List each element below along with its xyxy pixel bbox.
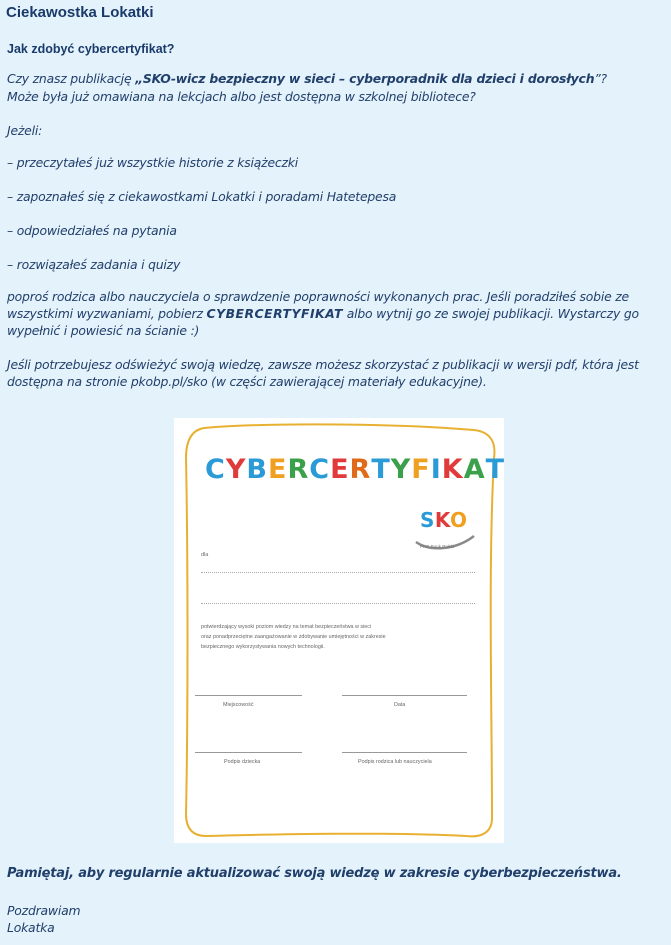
title-letter: A bbox=[463, 454, 486, 485]
title-letter: C bbox=[309, 454, 331, 485]
parent-signature-line bbox=[342, 752, 467, 753]
title-letter: K bbox=[441, 454, 464, 485]
conditions-list bbox=[7, 153, 396, 289]
title-letter: Y bbox=[390, 454, 412, 485]
pdf-info-paragraph: Jeśli potrzebujesz odświeżyć swoją wiedzę, zawsze możesz skorzystać z publikacji w wersji pdf, która jest dostępna na stronie pkobp.pl/sko (w części zawierającej materiały edukacyjne). bbox=[7, 357, 639, 389]
name-line bbox=[201, 572, 475, 573]
place-label: Miejscowość bbox=[223, 702, 254, 708]
list-item: – rozwiązałeś zadania i quizy bbox=[7, 257, 181, 272]
child-signature-line bbox=[195, 752, 302, 753]
list-item: – zapoznałeś się z ciekawostkami Lokatki i poradami Hatetepesa bbox=[7, 189, 397, 204]
title-letter: C bbox=[205, 454, 226, 485]
date-label: Data bbox=[394, 702, 406, 708]
parent-signature-label: Podpis rodzica lub nauczyciela bbox=[358, 759, 432, 765]
place-line bbox=[195, 695, 302, 696]
signature: Lokatka bbox=[7, 920, 55, 935]
title-letter: E bbox=[330, 454, 350, 485]
intro-line1-post: ”? bbox=[594, 71, 607, 86]
instructions-part1: poproś rodzica albo nauczyciela o sprawdzenie poprawności wykonanych prac. Jeśli poradziłeś sobie ze wszystkimi wyzwaniami, pobierz bbox=[7, 289, 629, 321]
title-letter: R bbox=[287, 454, 310, 485]
title-letter: I bbox=[430, 454, 442, 485]
certificate-keyword: CYBERCERTYFIKAT bbox=[206, 306, 344, 321]
body-line: oraz ponadprzeciętne zaangażowanie w zdobywanie umiejętności w zakresie bbox=[201, 634, 386, 640]
title-letter: F bbox=[411, 454, 431, 485]
reminder-text: Pamiętaj, aby regularnie aktualizować swoją wiedzę w zakresie cyberbezpieczeństwa. bbox=[7, 866, 622, 881]
list-item: – przeczytałeś już wszystkie historie z książeczki bbox=[7, 155, 299, 170]
title-letter: E bbox=[267, 454, 288, 485]
intro-line1-pre: Czy znasz publikację bbox=[7, 71, 136, 86]
certificate-image bbox=[174, 418, 504, 843]
publication-title: „SKO-wicz bezpieczny w sieci – cyberporadnik dla dzieci i dorosłych bbox=[135, 71, 595, 86]
body-line: potwierdzający wysoki poziom wiedzy na temat bezpieczeństwa w sieci bbox=[201, 624, 372, 630]
for-label: dla bbox=[201, 552, 209, 558]
section-heading: Jak zdobyć cybercertyfikat? bbox=[7, 42, 175, 56]
intro-paragraph bbox=[7, 70, 667, 106]
name-line-2 bbox=[201, 603, 475, 604]
logo-letter: S bbox=[420, 508, 435, 532]
intro-line2: Może była już omawiana na lekcjach albo jest dostępna w szkolnej bibliotece? bbox=[7, 89, 476, 104]
sko-logo-text bbox=[420, 508, 468, 532]
title-letter: T bbox=[371, 454, 391, 485]
greeting: Pozdrawiam bbox=[7, 903, 81, 918]
instructions-paragraph bbox=[7, 288, 662, 339]
title-letter: T bbox=[485, 454, 506, 485]
certificate-body bbox=[201, 622, 451, 652]
page-title: Ciekawostka Lokatki bbox=[6, 4, 154, 21]
child-signature-label: Podpis dziecka bbox=[224, 759, 261, 765]
title-letter: B bbox=[246, 454, 268, 485]
logo-letter: K bbox=[434, 508, 451, 532]
title-letter: R bbox=[349, 454, 372, 485]
date-line bbox=[342, 695, 467, 696]
closing bbox=[7, 902, 80, 936]
body-line: bezpiecznego wykorzystywania nowych technologii. bbox=[201, 644, 325, 650]
logo-letter: O bbox=[450, 508, 468, 532]
title-letter: Y bbox=[225, 454, 247, 485]
logo-subtitle: PKO Bank Polski bbox=[420, 544, 455, 549]
instructions-part2: albo wytnij go ze swojej publikacji. Wystarczy go wypełnić i powiesić na ścianie :) bbox=[7, 306, 639, 338]
conditions-label: Jeżeli: bbox=[7, 123, 43, 138]
list-item: – odpowiedziałeś na pytania bbox=[7, 223, 177, 238]
certificate-title bbox=[205, 454, 505, 485]
